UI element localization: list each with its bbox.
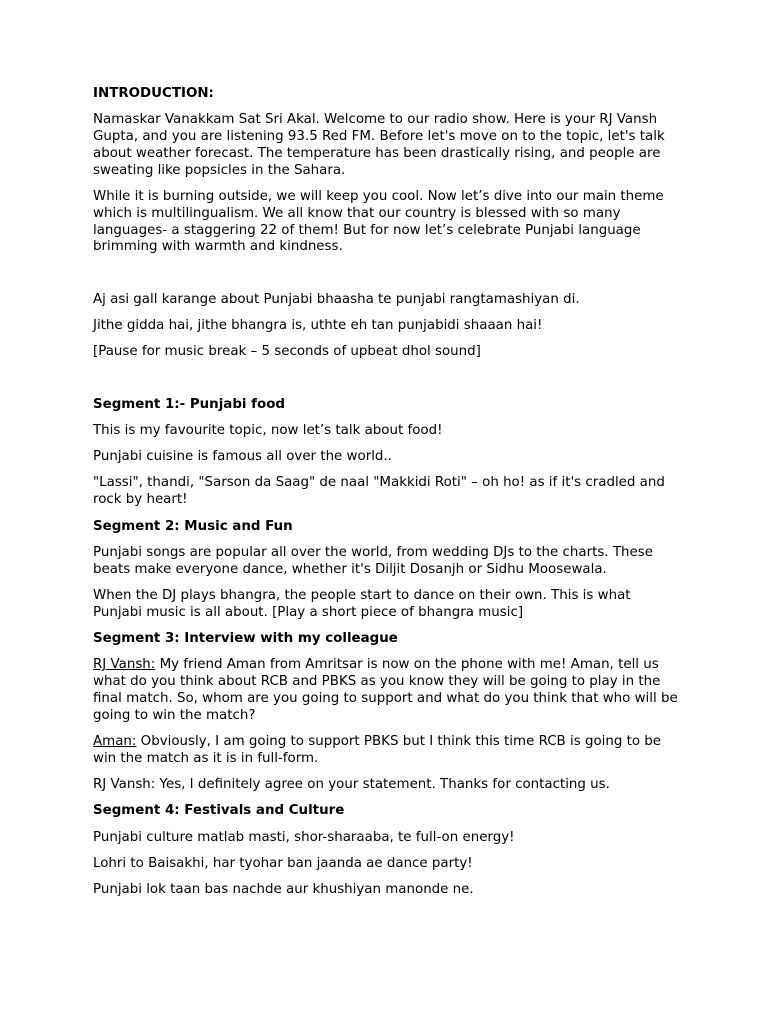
interview-closing: RJ Vansh: Yes, I definitely agree on your statement. Thanks for contacting us. <box>93 777 610 793</box>
segment2-paragraph-2: When the DJ plays bhangra, the people start to dance on their own. This is what Punjabi music is all about. [Play a short piece of bhangra music] <box>93 587 631 620</box>
segment4-paragraph-3: Punjabi lok taan bas nachde aur khushiyan manonde ne. <box>93 882 474 898</box>
speaker-rj-vansh: RJ Vansh: <box>93 657 156 673</box>
segment1-paragraph-3: "Lassi", thandi, "Sarson da Saag" de naal "Makkidi Roti" – oh ho! as if it's cradled and rock by heart! <box>93 475 665 508</box>
intro-paragraph-3: Aj asi gall karange about Punjabi bhaasha te punjabi rangtamashiyan di. <box>93 291 580 307</box>
answer-text: Obviously, I am going to support PBKS but I think this time RCB is going to be win the match as it is in full-form. <box>93 734 662 766</box>
segment2-paragraph-1: Punjabi songs are popular all over the world, from wedding DJs to the charts. These beats make everyone dance, whether it's Diljit Dosanjh or Sidhu Moosewala. <box>93 544 653 577</box>
intro-paragraph-2: While it is burning outside, we will keep you cool. Now let’s dive into our main theme which is multilingualism. We all know that our country is blessed with so many languages- a staggering 22 of them! But for now let’s celebrate Punjabi language brimming with warmth and kindness. <box>93 188 664 255</box>
segment3-heading: Segment 3: Interview with my colleague <box>93 631 398 647</box>
segment1-paragraph-1: This is my favourite topic, now let’s talk about food! <box>93 422 443 438</box>
segment1-paragraph-2: Punjabi cuisine is famous all over the world.. <box>93 449 392 465</box>
segment4-paragraph-2: Lohri to Baisakhi, har tyohar ban jaanda ae dance party! <box>93 856 473 871</box>
segment4-paragraph-1: Punjabi culture matlab masti, shor-sharaaba, te full-on energy! <box>93 829 515 845</box>
spacer <box>93 266 683 292</box>
segment4-heading: Segment 4: Festivals and Culture <box>93 803 345 819</box>
intro-paragraph-4: Jithe gidda hai, jithe bhangra is, uthte eh tan punjabidi shaaan hai! <box>93 317 543 333</box>
intro-heading: INTRODUCTION: <box>93 86 214 101</box>
intro-paragraph-1: Namaskar Vanakkam Sat Sri Akal. Welcome to our radio show. Here is your RJ Vansh Gupta, and you are listening 93.5 Red FM. Before let's move on to the topic, let's talk about weather forecast. The temperature has been drastically rising, and people are sweating like popsicles in the Sahara. <box>93 112 665 178</box>
segment1-heading: Segment 1:- Punjabi food <box>93 396 285 412</box>
document-page <box>93 86 683 909</box>
question-text: My friend Aman from Amritsar is now on the phone with me! Aman, tell us what do you think about RCB and PBKS as you know they will be going to play in the final match. So, whom are you going to support and what do you think that who will be going to win the match? <box>93 657 678 723</box>
intro-paragraph-5: [Pause for music break – 5 seconds of upbeat dhol sound] <box>93 344 481 360</box>
segment2-heading: Segment 2: Music and Fun <box>93 518 293 534</box>
interview-question <box>93 657 683 724</box>
interview-answer <box>93 734 683 768</box>
spacer <box>93 371 683 397</box>
speaker-aman: Aman: <box>93 734 137 750</box>
